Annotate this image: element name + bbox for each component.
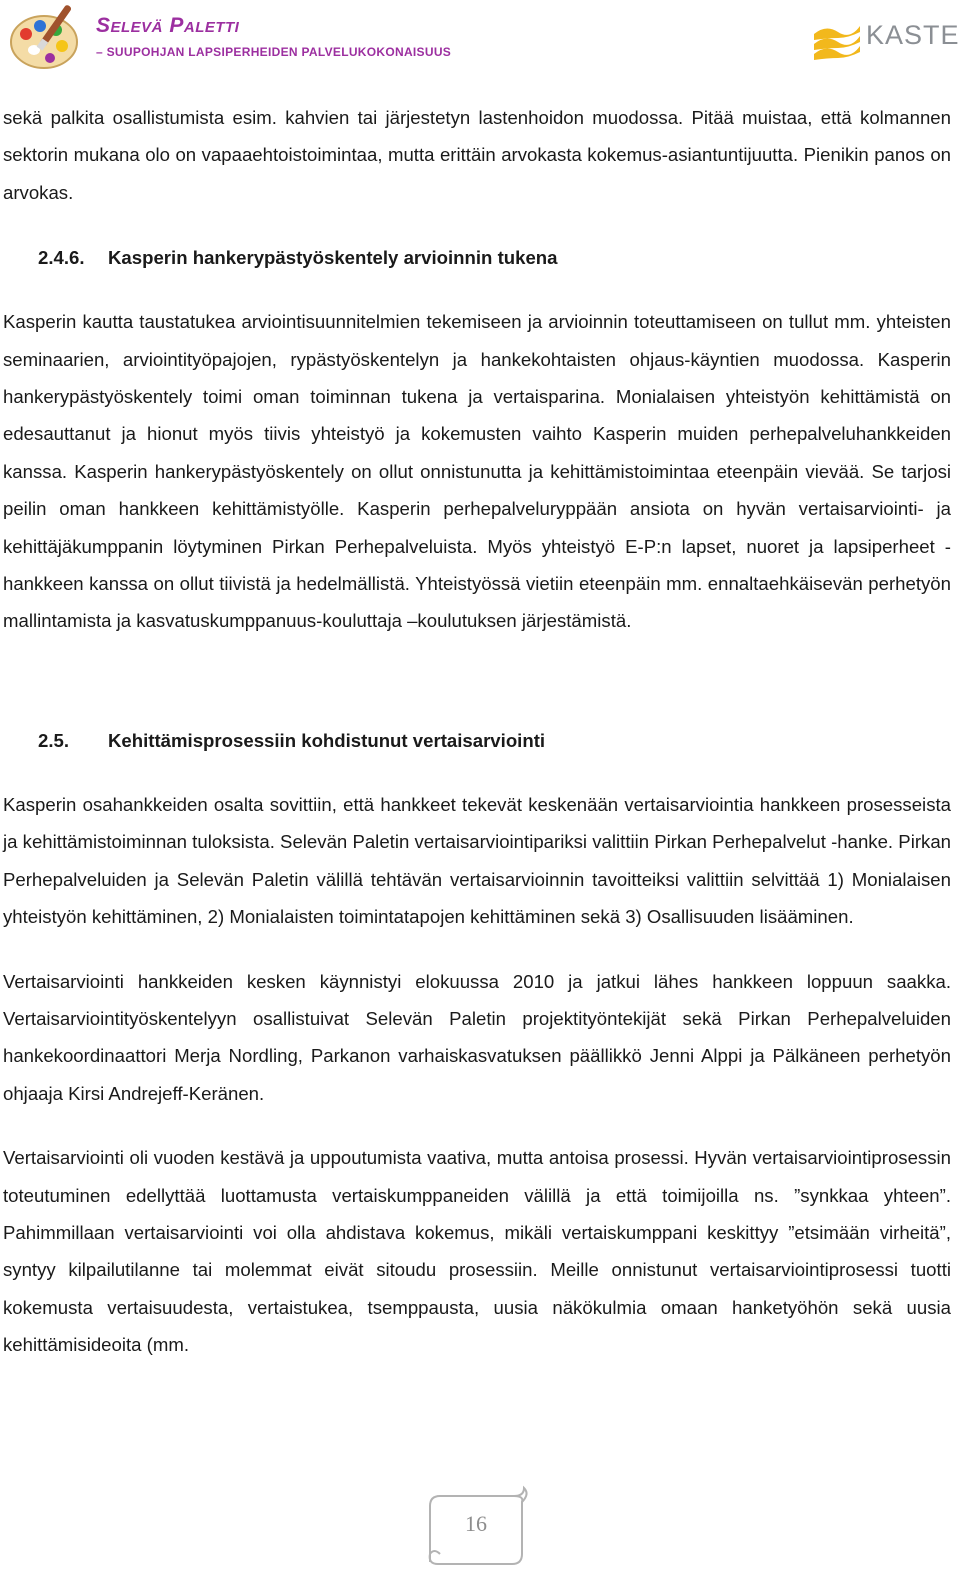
kaste-logo-text: KASTE	[866, 20, 960, 50]
section-number: 2.5.	[38, 729, 70, 751]
page-number-scroll	[422, 1484, 530, 1568]
paragraph: Vertaisarviointi oli vuoden kestävä ja uppoutumista vaativa, mutta antoisa prosessi. Hyvän vertaisarviointiprosessin toteutuminen edellyttää luottamusta vertaiskumppaneiden välillä ja että toimijoilla ns. ”synkkaa yhteen”. Pahimmillaan vertaisarviointi voi olla ahdistava kokemus, mikäli vertaiskumppani keskittyy ”etsimään virheitä”, syntyy kilpailutilanne tai molemmat eivät sitoudu prosessiin. Meille onnistunut vertaisarviointiprosessi tuotti kokemusta vertaisuudesta, vertaistukea, tsemppausta, uusia näkökulmia omaan hanketyöhön sekä uusia kehittämisideoita (mm.	[3, 1147, 951, 1356]
section-number: 2.4.6.	[38, 247, 85, 269]
intro-paragraph: sekä palkita osallistumista esim. kahvien tai järjestetyn lastenhoidon muodossa. Pitää muistaa, että kolmannen sektorin mukana olo on vapaaehtoistoimintaa, mutta erittäin arvokasta kokemus-asiantuntijuutta. Pienikin panos on arvokas.	[3, 107, 951, 203]
brand-subtitle: – SUUPOHJAN LAPSIPERHEIDEN PALVELUKOKONAISUUS	[96, 45, 452, 59]
paragraph: Vertaisarviointi hankkeiden kesken käynnistyi elokuussa 2010 ja jatkui lähes hankkeen loppuun saakka. Vertaisarviointityöskentelyyn osallistuivat Selevän Paletin projektityöntekijät sekä Pirkan Perhepalveluiden hankekoordinaattori Merja Nordling, Parkanon varhaiskasvatuksen päällikkö Jenni Alppi ja Pälkäneen perhetyön ohjaaja Kirsi Andrejeff-Keränen.	[3, 970, 951, 1104]
section-title: Kasperin hankerypästyöskentely arvioinnin tukena	[108, 247, 558, 269]
document-body	[3, 99, 951, 1364]
page-number: 16	[465, 1511, 487, 1536]
paragraph: Kasperin kautta taustatukea arviointisuunnitelmien tekemiseen ja arvioinnin toteuttamiseen on tullut mm. yhteisten seminaarien, arviointityöpajojen, rypästyöskentelyn ja hankekohtaisten ohjaus-käyntien muodossa. Kasperin hankerypästyöskentely toimi oman toiminnan tukena ja vertaisparina. Monialaisen yhteistyön kehittämistä on edesauttanut ja hionut myös tiivis yhteistyö ja kokemusten vaihto Kasperin muiden perhepalveluhankkeiden kanssa. Kasperin hankerypästyöskentely on ollut onnistunutta ja kehittämistoimintaa eteenpäin vievää. Se tarjosi peilin oman hankkeen kehittämistyölle. Kasperin perhepalveluryppään ansiota on hyvän vertaisarviointi- ja kehittäjäkumppanin löytyminen Pirkan Perhepalveluista. Myös yhteistyö E-P:n lapset, nuoret ja lapsiperheet -hankkeen kanssa on ollut tiivistä ja hedelmällistä. Yhteistyössä vietiin eteenpäin mm. ennaltaehkäisevän perhetyön mallintamista ja kasvatuskumppanuus-kouluttaja –koulutuksen järjestämistä.	[3, 311, 951, 632]
page-header	[0, 0, 960, 80]
section-heading	[3, 239, 951, 276]
paragraph: Kasperin osahankkeiden osalta sovittiin, että hankkeet tekevät keskenään vertaisarviointia hankkeen prosesseista ja kehittämistoiminnan tuloksista. Selevän Paletin vertaisarviointipariksi valittiin Pirkan Perhepalvelut -hanke. Pirkan Perhepalveluiden ja Selevän Paletin välillä tehtävän vertaisarvioinnin tavoitteiksi valittiin selvittää 1) Monialaisen yhteistyön kehittäminen, 2) Monialaisten toimintatapojen kehittäminen sekä 3) Osallisuuden lisääminen.	[3, 793, 951, 928]
section-title: Kehittämisprosessiin kohdistunut vertaisarviointi	[108, 729, 546, 751]
brand-title: Selevä Paletti	[96, 14, 240, 37]
kaste-logo-icon	[812, 20, 862, 64]
paint-palette-logo-icon	[8, 4, 88, 74]
section-heading	[3, 722, 951, 759]
